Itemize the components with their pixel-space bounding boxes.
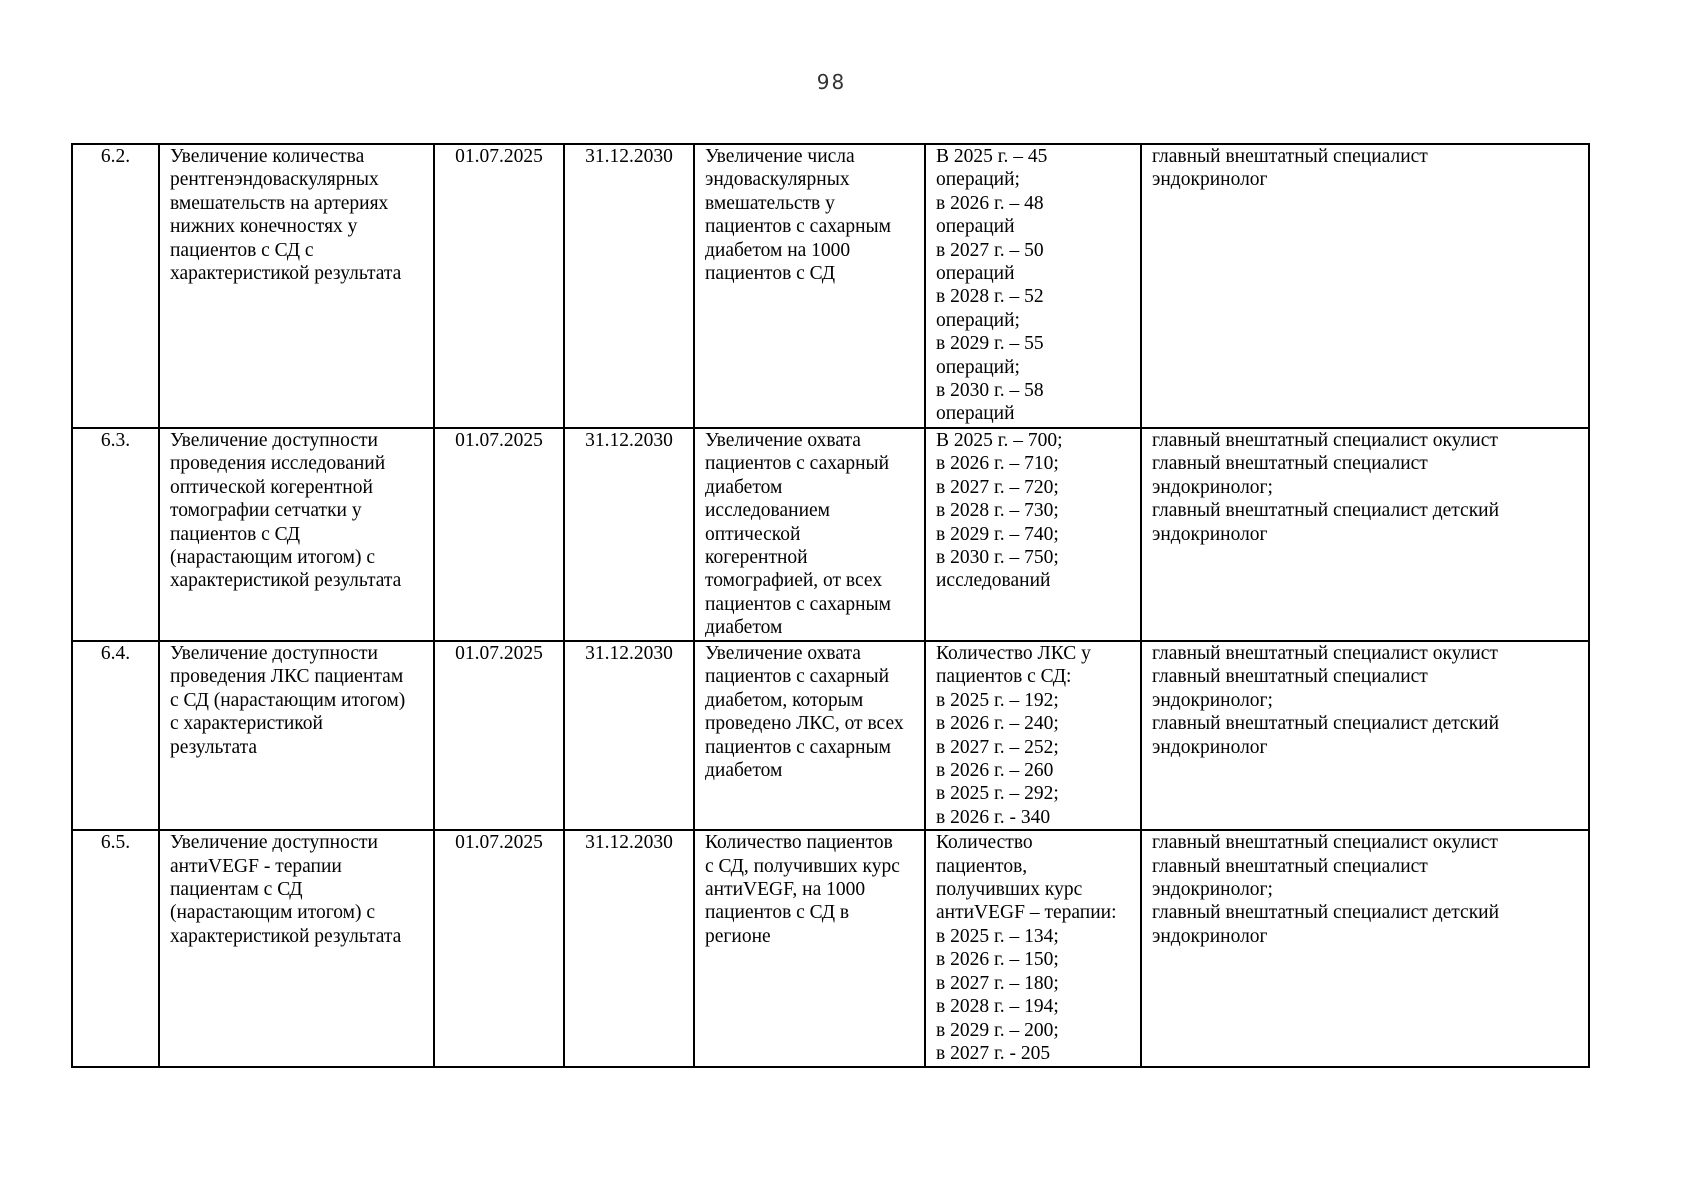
indicator-description-line: пациентов с сахарным bbox=[705, 736, 892, 758]
event-description-line: Увеличение доступности bbox=[170, 643, 378, 664]
indicator-description-line: с СД, получивших курс bbox=[705, 855, 900, 877]
indicator-description-line: пациентов с сахарный bbox=[705, 453, 890, 475]
row-number: 6.3. bbox=[72, 428, 159, 641]
indicator-description-line: антиVEGF, на 1000 bbox=[705, 879, 866, 901]
event-description bbox=[159, 830, 434, 1067]
indicator-description-line: томографией, от всех bbox=[705, 570, 883, 592]
target-values bbox=[925, 428, 1141, 641]
responsible-persons-line: эндокринолог; bbox=[1152, 879, 1273, 901]
end-date: 31.12.2030 bbox=[564, 830, 694, 1067]
indicator-description bbox=[694, 428, 925, 641]
event-description-line: рентгенэндоваскулярных bbox=[170, 169, 379, 191]
responsible-persons bbox=[1141, 641, 1589, 830]
row-number: 6.4. bbox=[72, 641, 159, 830]
target-values bbox=[925, 144, 1141, 428]
event-description-line: оптической когерентной bbox=[170, 476, 373, 498]
target-values-line: операций bbox=[936, 263, 1015, 285]
indicator-description-line: диабетом bbox=[705, 476, 783, 498]
event-description-line: с характеристикой bbox=[170, 713, 323, 735]
target-values-line: в 2027 г. – 720; bbox=[936, 476, 1059, 498]
indicator-description-line: проведено ЛКС, от всех bbox=[705, 713, 904, 735]
target-values-line: Количество ЛКС у bbox=[936, 643, 1091, 664]
event-description-line: Увеличение количества bbox=[170, 146, 365, 167]
responsible-persons-line: главный внештатный специалист bbox=[1152, 146, 1428, 167]
event-description-line: проведения исследований bbox=[170, 453, 386, 475]
event-description-line: пациентам с СД bbox=[170, 879, 303, 901]
row-number: 6.2. bbox=[72, 144, 159, 428]
responsible-persons-line: главный внештатный специалист детский bbox=[1152, 713, 1500, 735]
indicator-description-line: оптической bbox=[705, 523, 801, 545]
responsible-persons-line: эндокринолог; bbox=[1152, 689, 1273, 711]
indicator-description-line: Увеличение числа bbox=[705, 146, 855, 167]
target-values-line: исследований bbox=[936, 570, 1051, 592]
responsible-persons-line: эндокринолог bbox=[1152, 169, 1268, 191]
target-values-line: антиVEGF – терапии: bbox=[936, 902, 1117, 924]
table-row bbox=[72, 641, 1589, 830]
target-values-line: в 2025 г. – 192; bbox=[936, 689, 1059, 711]
indicator-description-line: вмешательств у bbox=[705, 192, 835, 214]
target-values-line: в 2030 г. – 750; bbox=[936, 547, 1059, 569]
end-date: 31.12.2030 bbox=[564, 428, 694, 641]
indicator-description-line: Увеличение охвата bbox=[705, 430, 861, 451]
event-description-line: результата bbox=[170, 736, 258, 758]
target-values-line: в 2027 г. – 50 bbox=[936, 239, 1044, 261]
event-description-line: пациентов с СД bbox=[170, 523, 301, 545]
event-description-line: с СД (нарастающим итогом) bbox=[170, 689, 406, 711]
table-row bbox=[72, 144, 1589, 428]
target-values-line: операций; bbox=[936, 356, 1020, 378]
indicator-description-line: пациентов с сахарный bbox=[705, 666, 890, 688]
target-values-line: операций; bbox=[936, 169, 1020, 191]
responsible-persons-line: эндокринолог; bbox=[1152, 476, 1273, 498]
responsible-persons-line: эндокринолог bbox=[1152, 925, 1268, 947]
indicator-description bbox=[694, 641, 925, 830]
table-row bbox=[72, 428, 1589, 641]
event-description-line: томографии сетчатки у bbox=[170, 500, 362, 522]
target-values-line: в 2025 г. – 134; bbox=[936, 925, 1059, 947]
event-description-line: характеристикой результата bbox=[170, 263, 402, 285]
event-description-line: характеристикой результата bbox=[170, 570, 402, 592]
indicator-description-line: пациентов с сахарным bbox=[705, 593, 892, 615]
responsible-persons-line: главный внештатный специалист окулист bbox=[1152, 430, 1498, 451]
responsible-persons-line: эндокринолог bbox=[1152, 523, 1268, 545]
indicator-description-line: пациентов с СД в bbox=[705, 902, 850, 924]
responsible-persons-line: главный внештатный специалист bbox=[1152, 453, 1428, 475]
indicator-description bbox=[694, 144, 925, 428]
target-values-line: пациентов с СД: bbox=[936, 666, 1072, 688]
target-values-line: в 2027 г. – 252; bbox=[936, 736, 1059, 758]
target-values-line: операций bbox=[936, 403, 1015, 425]
indicator-description-line: когерентной bbox=[705, 547, 808, 569]
event-description-line: характеристикой результата bbox=[170, 925, 402, 947]
target-values-line: в 2026 г. – 48 bbox=[936, 192, 1044, 214]
target-values-line: В 2025 г. – 45 bbox=[936, 146, 1048, 167]
target-values-line: в 2026 г. - 340 bbox=[936, 806, 1051, 828]
event-description-line: пациентов с СД с bbox=[170, 239, 314, 261]
indicator-description-line: исследованием bbox=[705, 500, 831, 522]
indicator-description-line: регионе bbox=[705, 925, 771, 947]
event-description-line: (нарастающим итогом) с bbox=[170, 547, 375, 569]
event-description-line: антиVEGF - терапии bbox=[170, 855, 342, 877]
target-values-line: пациентов, bbox=[936, 855, 1028, 877]
event-description bbox=[159, 641, 434, 830]
indicator-description-line: диабетом bbox=[705, 760, 783, 782]
target-values-line: Количество bbox=[936, 832, 1033, 854]
indicator-description-line: пациентов с сахарным bbox=[705, 216, 892, 238]
target-values-line: в 2026 г. – 150; bbox=[936, 949, 1059, 971]
responsible-persons-line: главный внештатный специалист детский bbox=[1152, 500, 1500, 522]
target-values-line: в 2026 г. – 240; bbox=[936, 713, 1059, 735]
indicator-description-line: Количество пациентов bbox=[705, 832, 893, 854]
table-row bbox=[72, 830, 1589, 1067]
indicator-description-line: диабетом, которым bbox=[705, 689, 864, 711]
target-values-line: В 2025 г. – 700; bbox=[936, 430, 1063, 451]
target-values-line: в 2027 г. - 205 bbox=[936, 1042, 1051, 1064]
start-date: 01.07.2025 bbox=[434, 641, 564, 830]
event-description-line: вмешательств на артериях bbox=[170, 192, 389, 214]
responsible-persons-line: главный внештатный специалист bbox=[1152, 855, 1428, 877]
event-description-line: Увеличение доступности bbox=[170, 832, 378, 854]
target-values-line: в 2027 г. – 180; bbox=[936, 972, 1059, 994]
event-description-line: Увеличение доступности bbox=[170, 430, 378, 451]
event-description-line: нижних конечностях у bbox=[170, 216, 358, 238]
responsible-persons bbox=[1141, 428, 1589, 641]
responsible-persons-line: главный внештатный специалист окулист bbox=[1152, 643, 1498, 664]
page-number: 98 bbox=[816, 70, 847, 94]
end-date: 31.12.2030 bbox=[564, 641, 694, 830]
target-values-line: в 2030 г. – 58 bbox=[936, 380, 1044, 402]
target-values-line: в 2028 г. – 730; bbox=[936, 500, 1059, 522]
target-values-line: в 2029 г. – 740; bbox=[936, 523, 1059, 545]
target-values-line: получивших курс bbox=[936, 879, 1083, 901]
event-description bbox=[159, 144, 434, 428]
start-date: 01.07.2025 bbox=[434, 830, 564, 1067]
target-values-line: в 2029 г. – 55 bbox=[936, 333, 1044, 355]
target-values-line: операций; bbox=[936, 309, 1020, 331]
row-number: 6.5. bbox=[72, 830, 159, 1067]
end-date: 31.12.2030 bbox=[564, 144, 694, 428]
responsible-persons-line: главный внештатный специалист детский bbox=[1152, 902, 1500, 924]
target-values-line: в 2028 г. – 52 bbox=[936, 286, 1044, 308]
event-description-line: проведения ЛКС пациентам bbox=[170, 666, 404, 688]
event-description bbox=[159, 428, 434, 641]
target-values-line: в 2028 г. – 194; bbox=[936, 996, 1059, 1018]
responsible-persons bbox=[1141, 144, 1589, 428]
target-values bbox=[925, 641, 1141, 830]
event-description-line: (нарастающим итогом) с bbox=[170, 902, 375, 924]
responsible-persons bbox=[1141, 830, 1589, 1067]
start-date: 01.07.2025 bbox=[434, 428, 564, 641]
responsible-persons-line: главный внештатный специалист bbox=[1152, 666, 1428, 688]
table-body bbox=[72, 144, 1589, 1067]
indicator-description-line: диабетом bbox=[705, 617, 783, 639]
indicator-description-line: эндоваскулярных bbox=[705, 169, 850, 191]
target-values-line: в 2026 г. – 260 bbox=[936, 760, 1054, 782]
indicator-description-line: диабетом на 1000 bbox=[705, 239, 851, 261]
indicator-description-line: пациентов с СД bbox=[705, 263, 836, 285]
target-values-line: в 2025 г. – 292; bbox=[936, 783, 1059, 805]
measures-table bbox=[71, 143, 1590, 1068]
target-values-line: в 2029 г. – 200; bbox=[936, 1019, 1059, 1041]
target-values bbox=[925, 830, 1141, 1067]
indicator-description bbox=[694, 830, 925, 1067]
target-values-line: в 2026 г. – 710; bbox=[936, 453, 1059, 475]
target-values-line: операций bbox=[936, 216, 1015, 238]
responsible-persons-line: главный внештатный специалист окулист bbox=[1152, 832, 1498, 854]
indicator-description-line: Увеличение охвата bbox=[705, 643, 861, 664]
responsible-persons-line: эндокринолог bbox=[1152, 736, 1268, 758]
start-date: 01.07.2025 bbox=[434, 144, 564, 428]
